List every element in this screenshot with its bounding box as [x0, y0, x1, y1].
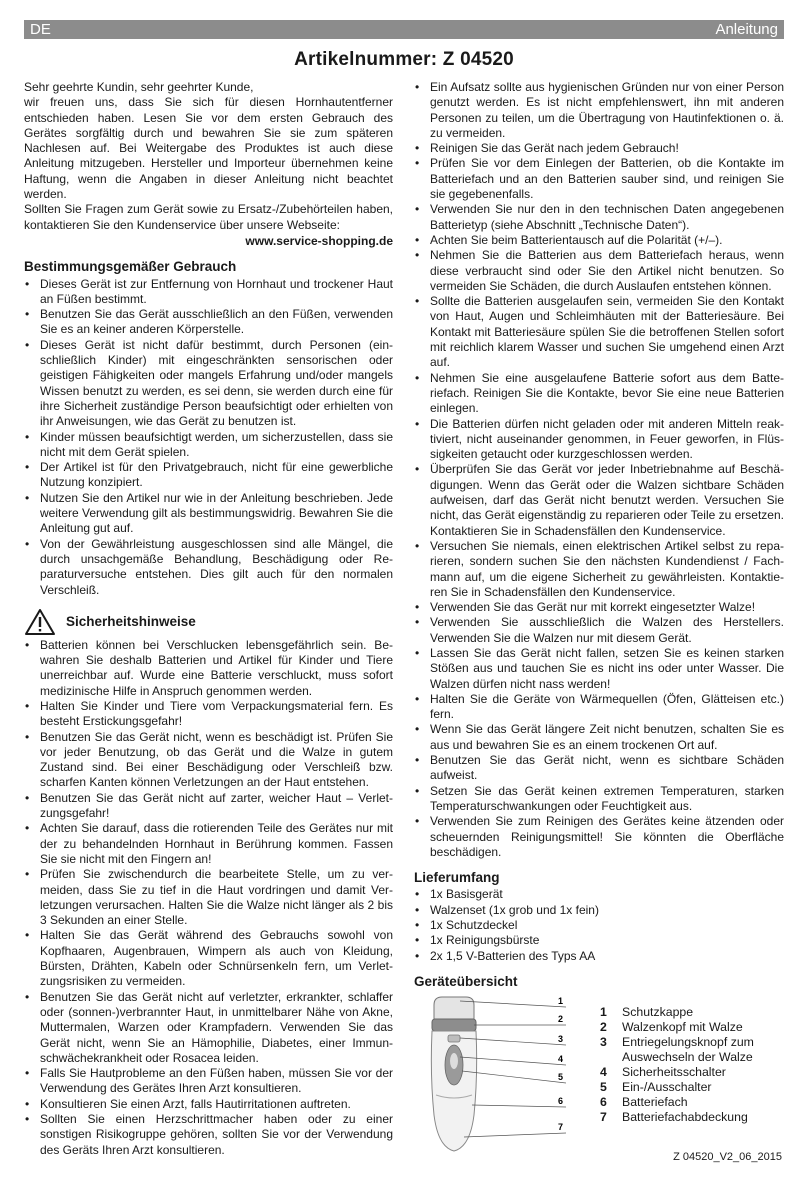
list-item: • Walzenset (1x grob und 1x fein): [414, 903, 784, 918]
website-link[interactable]: www.service-shopping.de: [245, 233, 393, 248]
part-row: 6 Batteriefach: [600, 1095, 688, 1110]
page-title: Artikelnummer: Z 04520: [294, 49, 514, 70]
list-item: • Ein Aufsatz sollte aus hygienischen Gründen nur von einer Person genutzt werden. Es ist nicht empfehlenswert, ihn mit anderen Personen zu teilen, um die Übertragung von Hautinfektionen o. ä. zu vermeiden.: [414, 80, 784, 141]
list-item: • Kinder müssen beaufsichtigt werden, um sicherzustellen, dass sie nicht mit dem Gerät spielen.: [24, 430, 393, 461]
document-type: Anleitung: [715, 21, 778, 38]
list-item: • Achten Sie beim Batterientausch auf die Polarität (+/–).: [414, 233, 784, 248]
right-column: [414, 80, 784, 1158]
list-item: • Sollte die Batterien ausgelaufen sein, vermeiden Sie den Kontakt von Haut, Augen und Schleimhäuten mit der Batteriesäure. Bei Kontakt mit Batteriesäure spülen Sie die betroffenen Stellen sofort mit reichlich klarem Wasser und suchen Sie umgehend einen Arzt auf.: [414, 294, 784, 370]
part-row: 1 Schutzkappe: [600, 1005, 694, 1020]
header-bar: [24, 20, 784, 39]
part-row: 2 Walzenkopf mit Walze: [600, 1020, 743, 1035]
list-item: • 1x Reinigungsbürste: [414, 933, 784, 948]
list-item: • Überprüfen Sie das Gerät vor jeder Inbetriebnahme auf Beschädigungen. Wenn das Gerät oder die Walzen sichtbare Schäden aufweisen, darf das Gerät nicht benutzt werden. Versuchen Sie nicht, das Gerät eigenständig zu reparieren oder Teile zu ersetzen. Kontaktieren Sie in Schadensfällen den Kundenservice.: [414, 462, 784, 538]
language-code: DE: [30, 21, 51, 38]
left-column: [24, 80, 393, 1158]
part-row: 5 Ein-/Ausschalter: [600, 1080, 712, 1095]
parts-list: [600, 1005, 784, 1125]
list-item: • Benutzen Sie das Gerät nicht auf zarter, weicher Haut – Verletzungsgefahr!: [24, 791, 393, 822]
list-item: • 1x Schutzdeckel: [414, 918, 784, 933]
list-item: • 2x 1,5 V-Batterien des Typs AA: [414, 949, 784, 964]
callus-remover-device-icon: [420, 995, 570, 1155]
list-item: • Nutzen Sie den Artikel nur wie in der Anleitung beschrieben. Jede weitere Verwendung gilt als bestimmungswidrig. Bewahren Sie die Anleitung gut auf.: [24, 491, 393, 537]
intended-use-list: [24, 277, 393, 598]
list-item: • Reinigen Sie das Gerät nach jedem Gebrauch!: [414, 141, 784, 156]
callout-number: 5: [558, 1072, 564, 1083]
callout-number: 3: [558, 1034, 564, 1045]
list-item: • Versuchen Sie niemals, einen elektrischen Artikel selbst zu reparieren, sondern suchen Sie den nächsten Kundendienst / Fachmann auf, um die eigene Sicherheit zu gewährleisten. Kontaktieren Sie in Schadensfällen den Kundenservice.: [414, 539, 784, 600]
list-item: • Halten Sie das Gerät während des Gebrauchs sowohl von Kopfhaaren, Augenbrauen, Wimpern als auch von Kleidung, Bürsten, Drähten, Kabeln oder Schnürsenkeln fern, um Verletzungsrisiken zu vermeiden.: [24, 928, 393, 989]
safety-list-right: [414, 80, 784, 860]
callout-number: 2: [558, 1014, 564, 1025]
callout-number: 7: [558, 1122, 564, 1133]
list-item: • Halten Sie die Geräte von Wärmequellen (Öfen, Glätteisen etc.) fern.: [414, 692, 784, 723]
list-item: • Verwenden Sie zum Reinigen des Gerätes keine ätzenden oder scheuernden Reinigungsmittel! Sie könnten die Oberfläche beschädigen.: [414, 814, 784, 860]
list-item: • Batterien können bei Verschlucken lebensgefährlich sein. Bewahren Sie deshalb Batterien und Artikel für Kinder und Tiere unerreichbar auf. Wurde eine Batterie verschluckt, muss sofort medizinische Hilfe in Anspruch genommen werden.: [24, 638, 393, 699]
list-item: • Der Artikel ist für den Privatgebrauch, nicht für eine gewerbliche Nutzung konzipiert.: [24, 460, 393, 491]
list-item: • Achten Sie darauf, dass die rotierenden Teile des Gerätes nur mit der zu behandelnden Hornhaut in Berührung kommen. Fassen Sie sie nicht mit den Fingern an!: [24, 821, 393, 867]
list-item: • Nehmen Sie eine ausgelaufene Batterie sofort aus dem Batteriefach. Reinigen Sie die Kontakte, bevor Sie eine neue Batterien einlegen.: [414, 371, 784, 417]
list-item: • Benutzen Sie das Gerät ausschließlich an den Füßen, verwenden Sie es an keiner anderen Körperstelle.: [24, 307, 393, 338]
list-item: • Sollten Sie einen Herzschrittmacher haben oder zu einer sonstigen Risikogruppe gehören, sollten Sie vor der Verwendung des Geräts Ihren Arzt konsultieren.: [24, 1112, 393, 1158]
list-item: • Konsultieren Sie einen Arzt, falls Hautirritationen auftreten.: [24, 1097, 393, 1112]
list-item: • Verwenden Sie ausschließlich die Walzen des Herstellers. Verwenden Sie die Walzen nur mit diesem Gerät.: [414, 615, 784, 646]
callout-number: 4: [558, 1054, 564, 1065]
list-item: • Verwenden Sie nur den in den technischen Daten angegebenen Batterietyp (siehe Abschnitt „Technische Daten“).: [414, 202, 784, 233]
list-item: • Dieses Gerät ist zur Entfernung von Hornhaut und trockener Haut an Füßen bestimmt.: [24, 277, 393, 308]
safety-heading-row: [24, 608, 393, 636]
part-row: 7 Batteriefachabdeckung: [600, 1110, 748, 1125]
scope-list: [414, 887, 784, 963]
part-row: 3 Entriegelungsknopf zum Auswechseln der Walze: [600, 1035, 754, 1065]
contact-paragraph: Sollten Sie Fragen zum Gerät sowie zu Ersatz-/Zubehörteilen haben, kontaktieren Sie den Kundenservice über unsere Webseite:: [24, 202, 393, 232]
intended-use-heading: Bestimmungsgemäßer Gebrauch: [24, 259, 237, 275]
scope-heading: Lieferumfang: [414, 870, 500, 886]
safety-heading: Sicherheitshinweise: [66, 614, 196, 630]
intro-paragraph: wir freuen uns, dass Sie sich für diesen Hornhautentferner entschieden haben. Lesen Sie vor dem ersten Gebrauch des Gerätes sorgfältig durch und bewahren Sie sie zum späteren Nachlesen auf. Bei Weitergabe des Produktes ist auch diese Anleitung mitzugeben. Hersteller und Importeur übernehmen keine Haftung, wenn die Angaben in dieser Anleitung nicht beachtet werden.: [24, 95, 393, 202]
list-item: • Falls Sie Hautprobleme an den Füßen haben, müssen Sie vor der Verwendung des Gerätes Ihren Arzt konsultieren.: [24, 1066, 393, 1097]
greeting: Sehr geehrte Kundin, sehr geehrter Kunde,: [24, 80, 254, 94]
list-item: • Setzen Sie das Gerät keinen extremen Temperaturen, starken Temperaturschwankungen oder Feuchtigkeit aus.: [414, 784, 784, 815]
list-item: • Dieses Gerät ist nicht dafür bestimmt, durch Personen (einschließlich Kinder) mit eingeschränkten sensorischen oder geistigen Fähigkeiten oder mangels Erfahrung und/oder mangels Wissen benutzt zu werden, es sei denn, sie werden durch eine für ihre Sicherheit zuständige Person beaufsichtigt oder erhielten von ihr Anweisungen, wie das Gerät zu benutzen ist.: [24, 338, 393, 430]
list-item: • Benutzen Sie das Gerät nicht, wenn es sichtbare Schäden aufweist.: [414, 753, 784, 784]
callout-number: 1: [558, 996, 564, 1007]
part-row: 4 Sicherheitsschalter: [600, 1065, 726, 1080]
list-item: • Verwenden Sie das Gerät nur mit korrekt eingesetzter Walze!: [414, 600, 784, 615]
list-item: • Prüfen Sie zwischendurch die bearbeitete Stelle, um zu vermeiden, dass Sie zu tief in die Haut vordringen und damit Verletzungen verursachen. Halten Sie die Walze nicht länger als 2 bis 3 Sekunden an einer Stelle.: [24, 867, 393, 928]
list-item: • Benutzen Sie das Gerät nicht auf verletzter, erkrankter, schlaffer oder (sonnen-)verbrannter Haut, in unmittelbarer Nähe von Akne, Muttermalen, Warzen oder Krampfadern. Verwenden Sie das Gerät nicht, wenn Sie an Hämophilie, Diabetes, einer Immunschwächekrankheit oder Rosacea leiden.: [24, 990, 393, 1066]
footer-code: Z 04520_V2_06_2015: [673, 1151, 782, 1163]
list-item: • Lassen Sie das Gerät nicht fallen, setzen Sie es keinen starken Stößen aus und tauchen Sie es nicht ins oder unter Wasser. Die Walzen dürfen nicht nass werden!: [414, 646, 784, 692]
list-item: • 1x Basisgerät: [414, 887, 784, 902]
list-item: • Benutzen Sie das Gerät nicht, wenn es beschädigt ist. Prüfen Sie vor jeder Benutzung, ob das Gerät und die Walze in gutem Zustand sind. Bei einer Beschädigung oder Verschleiß bzw. scharfen Kanten können Verletzungen an der Haut entstehen.: [24, 730, 393, 791]
list-item: • Nehmen Sie die Batterien aus dem Batteriefach heraus, wenn diese verbraucht sind oder Sie den Artikel nicht benutzen. So vermeiden Sie Schäden, die durch Auslaufen entstehen können.: [414, 248, 784, 294]
list-item: • Wenn Sie das Gerät längere Zeit nicht benutzen, schalten Sie es aus und bewahren Sie es an einem trockenen Ort auf.: [414, 722, 784, 753]
warning-triangle-icon: [24, 608, 56, 636]
list-item: • Von der Gewährleistung ausgeschlossen sind alle Mängel, die durch unsachgemäße Behandlung, Beschädigung oder Reparaturversuche entstehen. Dies gilt auch für den normalen Verschleiß.: [24, 537, 393, 598]
device-overview: [414, 993, 784, 1158]
list-item: • Halten Sie Kinder und Tiere vom Verpackungsmaterial fern. Es besteht Erstickungsgefahr!: [24, 699, 393, 730]
callout-number: 6: [558, 1096, 564, 1107]
list-item: • Prüfen Sie vor dem Einlegen der Batterien, ob die Kontakte im Batteriefach und an den Batterien sauber sind, und reinigen Sie sie gegebenenfalls.: [414, 156, 784, 202]
safety-list-left: [24, 638, 393, 1158]
overview-heading: Geräteübersicht: [414, 973, 518, 989]
list-item: • Die Batterien dürfen nicht geladen oder mit anderen Mitteln reaktiviert, nicht auseinander genommen, in Feuer geworfen, in Flüssigkeiten getaucht oder kurzgeschlossen werden.: [414, 417, 784, 463]
